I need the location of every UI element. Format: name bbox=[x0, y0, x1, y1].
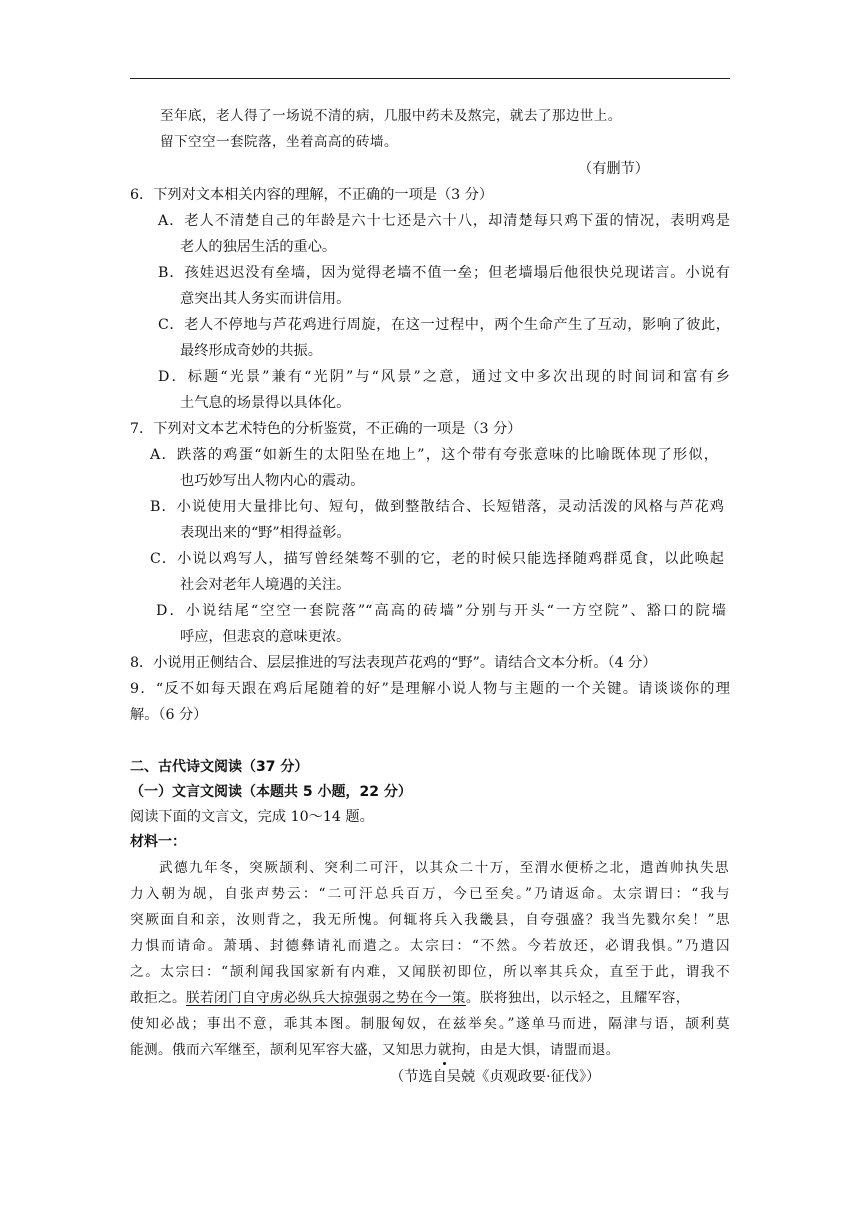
abridged-note: （有删节） bbox=[578, 161, 649, 177]
passage-line: 力入朝为觇，自张声势云：“二可汗总兵百万，今已至矣。”乃请返命。太宗谓曰：“我与 bbox=[130, 886, 730, 902]
q7-option-d-cont: 呼应，但悲哀的意味更浓。 bbox=[180, 629, 351, 645]
passage-line: 突厥面自和亲，汝则背之，我无所愧。何辄将兵入我畿县，自夸强盛？我当先戮尔矣！”思 bbox=[130, 912, 730, 928]
emphasis-dotted-char: 就 bbox=[437, 1042, 452, 1058]
passage-line: 之。太宗曰：“颉利闻我国家新有内难，又闻朕初即位，所以率其兵众，直至于此，谓我不 bbox=[130, 964, 730, 980]
q7-option-b-cont: 表现出来的“野”相得益彰。 bbox=[180, 525, 351, 541]
q6-option-d: D．标题“光景”兼有“光阴”与“风景”之意，通过文中多次出现的时间词和富有乡 bbox=[158, 369, 730, 385]
passage-line bbox=[130, 1041, 620, 1059]
passage-text: 能测。俄而六军继至，颉利见军容大盛，又知思力 bbox=[130, 1042, 438, 1058]
passage-line bbox=[130, 989, 690, 1007]
passage-line: 武德九年冬，突厥颉利、突利二可汗，以其众二十万，至渭水便桥之北，遣酋帅执失思 bbox=[159, 860, 729, 876]
subsection-heading: （一）文言文阅读（本题共 5 小题，22 分） bbox=[130, 784, 412, 800]
passage-line: 力惧而请命。萧瑀、封德彝请礼而遣之。太宗曰：“不然。今若放还，必谓我惧。”乃遣囚 bbox=[130, 938, 730, 954]
q6-option-c-cont: 最终形成奇妙的共振。 bbox=[180, 343, 322, 359]
question-8: 8．小说用正侧结合、层层推进的写法表现芦花鸡的“野”。请结合文本分析。（4 分） bbox=[130, 655, 657, 671]
q7-option-a-cont: 也巧妙写出人物内心的震动。 bbox=[180, 473, 365, 489]
q7-option-d: D．小说结尾“空空一套院落”“高高的砖墙”分别与开头“一方空院”、豁口的院墙 bbox=[156, 603, 726, 619]
passage-text: 。朕将独出，以示轻之，且耀军容， bbox=[465, 990, 690, 1006]
question-7-stem: 7．下列对文本艺术特色的分析鉴赏，不正确的一项是（3 分） bbox=[130, 421, 522, 437]
q6-option-a: A．老人不清楚自己的年龄是六十七还是六十八，却清楚每只鸡下蛋的情况，表明鸡是 bbox=[158, 213, 730, 229]
excerpt-line: 留下空空一套院落，坐着高高的砖墙。 bbox=[160, 134, 398, 150]
passage-text: 敢拒之。 bbox=[130, 990, 186, 1006]
q6-option-d-cont: 土气息的场景得以具体化。 bbox=[180, 395, 351, 411]
passage-source: （节选自吴兢《贞观政要·征伐》） bbox=[390, 1069, 601, 1085]
q6-option-b-cont: 意突出其人务实而讲信用。 bbox=[180, 291, 351, 307]
question-9: 9．“反不如每天跟在鸡后尾随着的好”是理解小说人物与主题的一个关键。请谈谈你的理 bbox=[130, 681, 730, 697]
q6-option-a-cont: 老人的独居生活的重心。 bbox=[180, 239, 337, 255]
q6-option-c: C．老人不停地与芦花鸡进行周旋，在这一过程中，两个生命产生了互动，影响了彼此， bbox=[158, 317, 730, 333]
excerpt-line: 至年底，老人得了一场说不清的病，几服中药未及熬完，就去了那边世上。 bbox=[160, 108, 622, 124]
material-label: 材料一： bbox=[130, 834, 186, 850]
passage-line: 使知必战；事出不意，乖其本图。制服匈奴，在兹举矣。”遂单马而进，隔津与语，颉利莫 bbox=[130, 1016, 730, 1032]
q7-option-c-cont: 社会对老年人境遇的关注。 bbox=[180, 577, 351, 593]
passage-text: 拘，由是大惧，请盟而退。 bbox=[451, 1042, 620, 1058]
question-9-cont: 解。（6 分） bbox=[130, 707, 208, 723]
q6-option-b: B．孩娃迟迟没有垒墙，因为觉得老墙不值一垒；但老墙塌后他很快兑现诺言。小说有 bbox=[158, 265, 730, 281]
q7-option-a: A．跌落的鸡蛋“如新生的太阳坠在地上”，这个带有夸张意味的比喻既体现了形似， bbox=[150, 447, 718, 463]
reading-instruction: 阅读下面的文言文，完成 10～14 题。 bbox=[130, 809, 374, 825]
q7-option-c: C．小说以鸡写人，描写曾经桀骜不驯的它，老的时候只能选择随鸡群觅食，以此唤起 bbox=[150, 551, 724, 567]
question-6-stem: 6．下列对文本相关内容的理解，不正确的一项是（3 分） bbox=[130, 187, 494, 203]
q7-option-b: B．小说使用大量排比句、短句，做到整散结合、长短错落，灵动活泼的风格与芦花鸡 bbox=[150, 499, 724, 515]
section-heading: 二、古代诗文阅读（37 分） bbox=[130, 759, 309, 775]
header-rule bbox=[130, 78, 730, 79]
underlined-sentence: 朕若闭门自守虏必纵兵大掠强弱之势在今一策 bbox=[185, 990, 466, 1006]
